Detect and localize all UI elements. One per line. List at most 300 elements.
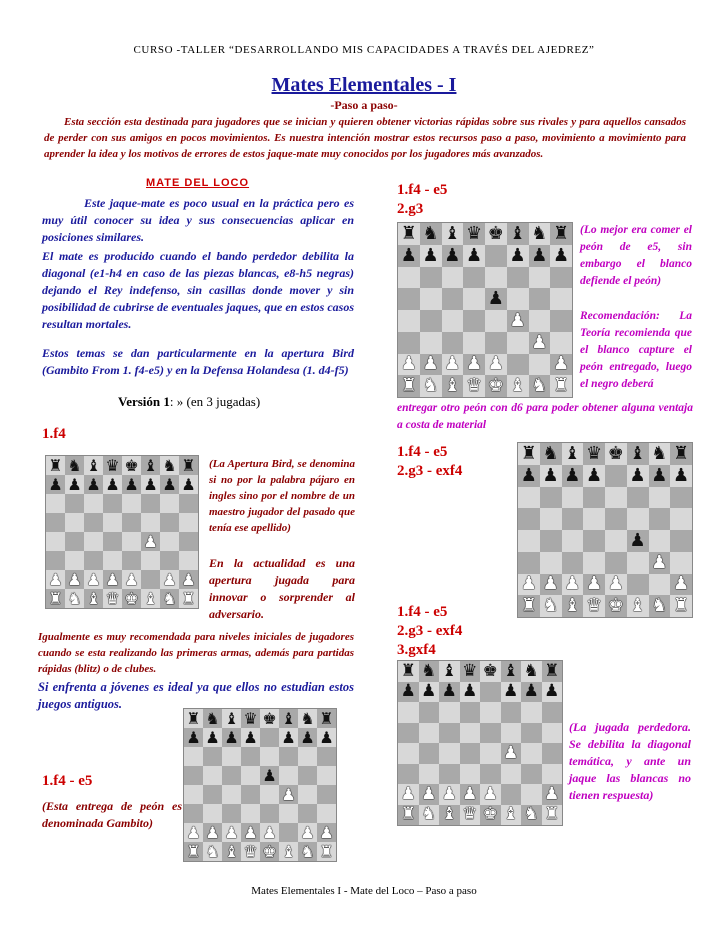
black-pawn-icon: ♟ [48,474,63,494]
board-square [540,465,562,487]
board-square [222,804,241,823]
board-square [550,223,572,245]
board-square [398,267,420,289]
board-square [398,310,420,332]
board-square [518,574,540,596]
black-pawn-icon: ♟ [509,244,526,266]
board-square [542,784,563,805]
board-square [222,842,241,861]
black-bishop-icon: ♝ [503,660,519,681]
board-square [279,785,298,804]
board-square [141,513,160,532]
chess-board-5 [397,660,563,826]
board-square [562,595,584,617]
board-square [501,682,522,703]
white-pawn-icon: ♟ [520,573,537,595]
board-square [122,494,141,513]
board-square [260,842,279,861]
board-square [260,766,279,785]
board-square [398,375,420,397]
board-square [550,354,572,376]
board-square [46,456,65,475]
black-queen-icon: ♛ [586,442,603,464]
board-square [670,487,692,509]
board-square [65,589,84,608]
board-square [298,728,317,747]
black-queen-icon: ♛ [462,660,478,681]
board-square [122,589,141,608]
board-square [521,661,542,682]
black-pawn-icon: ♟ [444,244,461,266]
board-square [103,551,122,570]
board-square [398,764,419,785]
white-knight-icon: ♞ [542,595,559,617]
board-square [670,530,692,552]
white-pawn-icon: ♟ [553,353,570,375]
board-square [241,785,260,804]
board-square [279,842,298,861]
white-queen-icon: ♛ [462,804,478,825]
board-square [398,723,419,744]
white-pawn-icon: ♟ [531,331,548,353]
black-pawn-icon: ♟ [564,464,581,486]
board-square [460,682,481,703]
board-square [84,494,103,513]
white-bishop-icon: ♝ [281,841,296,861]
note-losing-move: (La jugada perdedora. Se debilita la diagonal temática, y ante un jaque las blancas no tienen respuesta) [569,720,691,802]
black-rook-icon: ♜ [544,660,560,681]
black-bishop-icon: ♝ [509,222,526,244]
board-square [241,804,260,823]
board-square [419,743,440,764]
white-pawn-icon: ♟ [181,569,196,589]
board-square [260,747,279,766]
white-pawn-icon: ♟ [48,569,63,589]
board-square [160,589,179,608]
board-square [84,475,103,494]
board-square [480,661,501,682]
board-square [122,456,141,475]
white-rook-icon: ♜ [520,595,537,617]
black-pawn-icon: ♟ [124,474,139,494]
white-pawn-icon: ♟ [487,353,504,375]
white-knight-icon: ♞ [651,595,668,617]
black-pawn-icon: ♟ [186,727,201,747]
white-pawn-icon: ♟ [544,783,560,804]
board-square [439,764,460,785]
black-pawn-icon: ♟ [586,464,603,486]
board-square [398,682,419,703]
white-pawn-icon: ♟ [143,531,158,551]
black-rook-icon: ♜ [319,708,334,728]
board-square [420,288,442,310]
section-title: MATE DEL LOCO [146,177,250,189]
black-knight-icon: ♞ [422,222,439,244]
board-square [179,570,198,589]
board-square [605,508,627,530]
board-square [419,682,440,703]
board-square [670,508,692,530]
board-square [179,475,198,494]
black-knight-icon: ♞ [651,442,668,464]
white-knight-icon: ♞ [421,804,437,825]
board-square [439,743,460,764]
black-pawn-icon: ♟ [531,244,548,266]
white-rook-icon: ♜ [186,841,201,861]
board-square [46,494,65,513]
white-pawn-icon: ♟ [162,569,177,589]
white-pawn-icon: ♟ [673,573,690,595]
board-square [485,332,507,354]
board-square [583,552,605,574]
white-knight-icon: ♞ [300,841,315,861]
board-square [419,784,440,805]
board-square [184,842,203,861]
black-pawn-icon: ♟ [503,681,519,702]
board-square [398,354,420,376]
white-bishop-icon: ♝ [224,841,239,861]
white-bishop-icon: ♝ [509,375,526,397]
black-bishop-icon: ♝ [444,222,461,244]
board-square [480,764,501,785]
black-bishop-icon: ♝ [564,442,581,464]
white-knight-icon: ♞ [67,588,82,608]
course-header: CURSO -TALLER “DESARROLLANDO MIS CAPACIDADES A TRAVÉS DEL AJEDREZ” [133,44,595,56]
board-square [583,530,605,552]
board-square [542,805,563,826]
black-bishop-icon: ♝ [441,660,457,681]
board-square [160,475,179,494]
black-pawn-icon: ♟ [224,727,239,747]
board-square [241,709,260,728]
board-square [420,267,442,289]
board-square [65,551,84,570]
board-square [583,443,605,465]
board-square [485,245,507,267]
board-square [222,785,241,804]
chess-board-3 [397,222,573,398]
page-footer: Mates Elementales I - Mate del Loco – Paso a paso [251,885,477,897]
white-pawn-icon: ♟ [224,822,239,842]
board-square [141,532,160,551]
board-square [398,245,420,267]
board-square [550,310,572,332]
board-square [442,310,464,332]
board-square [298,709,317,728]
board-square [529,288,551,310]
board-square [562,508,584,530]
board-square [485,310,507,332]
black-king-icon: ♚ [487,222,504,244]
board-square [122,551,141,570]
board-square [529,375,551,397]
white-pawn-icon: ♟ [319,822,334,842]
board-square [241,728,260,747]
board-square [179,532,198,551]
board-square [442,332,464,354]
board-square [46,513,65,532]
white-pawn-icon: ♟ [462,783,478,804]
board-square [562,443,584,465]
board-square [141,494,160,513]
black-pawn-icon: ♟ [441,681,457,702]
black-pawn-icon: ♟ [281,727,296,747]
board-square [179,494,198,513]
board-square [550,245,572,267]
board-square [649,443,671,465]
board-square [583,465,605,487]
board-square [540,443,562,465]
black-knight-icon: ♞ [531,222,548,244]
white-pawn-icon: ♟ [67,569,82,589]
board-square [222,728,241,747]
board-square [605,595,627,617]
board-square [179,589,198,608]
board-square [419,805,440,826]
board-square [480,723,501,744]
board-square [317,728,336,747]
board-square [460,764,481,785]
black-king-icon: ♚ [482,660,498,681]
board-square [627,574,649,596]
board-square [649,574,671,596]
board-square [460,784,481,805]
black-queen-icon: ♛ [105,455,120,475]
board-square [501,784,522,805]
black-knight-icon: ♞ [300,708,315,728]
black-knight-icon: ♞ [205,708,220,728]
board-square [420,354,442,376]
board-square [529,310,551,332]
black-pawn-icon: ♟ [421,681,437,702]
black-rook-icon: ♜ [400,222,417,244]
page-subtitle: -Paso a paso- [330,98,398,112]
board-square [160,532,179,551]
board-square [141,589,160,608]
move-right-1a: 1.f4 - e5 [397,182,448,198]
white-pawn-icon: ♟ [400,353,417,375]
board-square [279,709,298,728]
white-king-icon: ♚ [482,804,498,825]
board-square [518,443,540,465]
move-right-3b: 2.g3 - exf4 [397,623,463,639]
white-king-icon: ♚ [124,588,139,608]
board-square [562,487,584,509]
board-square [398,288,420,310]
black-pawn-icon: ♟ [67,474,82,494]
white-pawn-icon: ♟ [542,573,559,595]
chess-board-1 [45,455,199,609]
board-square [260,823,279,842]
board-square [463,223,485,245]
board-square [627,465,649,487]
white-pawn-icon: ♟ [205,822,220,842]
board-square [460,743,481,764]
board-square [103,475,122,494]
board-square [65,456,84,475]
board-square [46,532,65,551]
board-square [179,551,198,570]
board-square [442,375,464,397]
board-square [605,530,627,552]
board-square [583,595,605,617]
board-square [179,513,198,532]
board-square [542,702,563,723]
chess-board-4 [517,442,693,618]
black-knight-icon: ♞ [162,455,177,475]
board-square [203,804,222,823]
board-square [562,530,584,552]
board-square [649,487,671,509]
board-square [122,532,141,551]
black-pawn-icon: ♟ [105,474,120,494]
board-square [222,709,241,728]
board-square [540,552,562,574]
board-square [260,804,279,823]
move-right-2a: 1.f4 - e5 [397,444,448,460]
board-square [260,728,279,747]
board-square [485,223,507,245]
board-square [65,570,84,589]
board-square [605,443,627,465]
board-square [222,747,241,766]
board-square [184,804,203,823]
board-square [521,723,542,744]
board-square [279,766,298,785]
board-square [627,443,649,465]
white-bishop-icon: ♝ [503,804,519,825]
white-pawn-icon: ♟ [466,353,483,375]
board-square [485,288,507,310]
white-rook-icon: ♜ [400,804,416,825]
board-square [103,456,122,475]
white-queen-icon: ♛ [466,375,483,397]
white-pawn-icon: ♟ [281,784,296,804]
white-knight-icon: ♞ [205,841,220,861]
board-square [485,354,507,376]
board-square [670,595,692,617]
board-square [103,589,122,608]
black-king-icon: ♚ [607,442,624,464]
black-pawn-icon: ♟ [300,727,315,747]
white-rook-icon: ♜ [400,375,417,397]
note-bird-current: En la actualidad es una apertura jugada para innovar o sorprender al adversario. [209,556,355,621]
white-pawn-icon: ♟ [482,783,498,804]
black-pawn-icon: ♟ [466,244,483,266]
board-square [141,551,160,570]
black-rook-icon: ♜ [181,455,196,475]
board-square [84,589,103,608]
note-recommended: Igualmente es muy recomendada para niveles iniciales de jugadores cuando se esta realizando las primeras armas, además para partidas rápidas (blitz) o de clubes. [38,631,354,675]
board-square [583,574,605,596]
white-pawn-icon: ♟ [262,822,277,842]
black-pawn-icon: ♟ [523,681,539,702]
board-square [420,245,442,267]
board-square [542,661,563,682]
white-pawn-icon: ♟ [503,742,519,763]
white-rook-icon: ♜ [553,375,570,397]
white-bishop-icon: ♝ [86,588,101,608]
board-square [480,805,501,826]
board-square [463,288,485,310]
board-square [529,354,551,376]
board-square [518,465,540,487]
note-recommendation-top: Recomendación: La Teoría recomienda que el blanco capture el peón entregado, luego el negro deberá [580,310,692,390]
white-bishop-icon: ♝ [444,375,461,397]
white-knight-icon: ♞ [531,375,548,397]
board-square [160,456,179,475]
board-square [439,805,460,826]
board-square [605,552,627,574]
white-knight-icon: ♞ [162,588,177,608]
board-square [540,574,562,596]
board-square [649,530,671,552]
board-square [260,785,279,804]
board-square [463,375,485,397]
black-knight-icon: ♞ [542,442,559,464]
board-square [419,661,440,682]
board-square [442,267,464,289]
white-pawn-icon: ♟ [586,573,603,595]
board-square [485,375,507,397]
board-square [540,530,562,552]
black-rook-icon: ♜ [48,455,63,475]
board-square [463,267,485,289]
board-square [65,494,84,513]
white-rook-icon: ♜ [673,595,690,617]
board-square [627,595,649,617]
black-pawn-icon: ♟ [542,464,559,486]
white-pawn-icon: ♟ [441,783,457,804]
board-square [463,310,485,332]
board-square [241,766,260,785]
board-square [521,784,542,805]
board-square [562,465,584,487]
board-square [521,764,542,785]
board-square [507,223,529,245]
board-square [518,487,540,509]
white-pawn-icon: ♟ [86,569,101,589]
white-queen-icon: ♛ [243,841,258,861]
black-rook-icon: ♜ [553,222,570,244]
board-square [84,551,103,570]
board-square [480,743,501,764]
board-square [529,223,551,245]
board-square [518,595,540,617]
white-queen-icon: ♛ [105,588,120,608]
board-square [550,288,572,310]
board-square [46,570,65,589]
black-bishop-icon: ♝ [224,708,239,728]
board-square [460,661,481,682]
board-square [279,728,298,747]
board-square [485,267,507,289]
board-square [439,723,460,744]
board-square [529,332,551,354]
board-square [605,487,627,509]
black-rook-icon: ♜ [520,442,537,464]
board-square [184,766,203,785]
black-king-icon: ♚ [262,708,277,728]
board-square [670,574,692,596]
white-knight-icon: ♞ [422,375,439,397]
board-square [463,245,485,267]
board-square [122,475,141,494]
board-square [241,823,260,842]
board-square [480,682,501,703]
board-square [540,595,562,617]
black-pawn-icon: ♟ [400,681,416,702]
